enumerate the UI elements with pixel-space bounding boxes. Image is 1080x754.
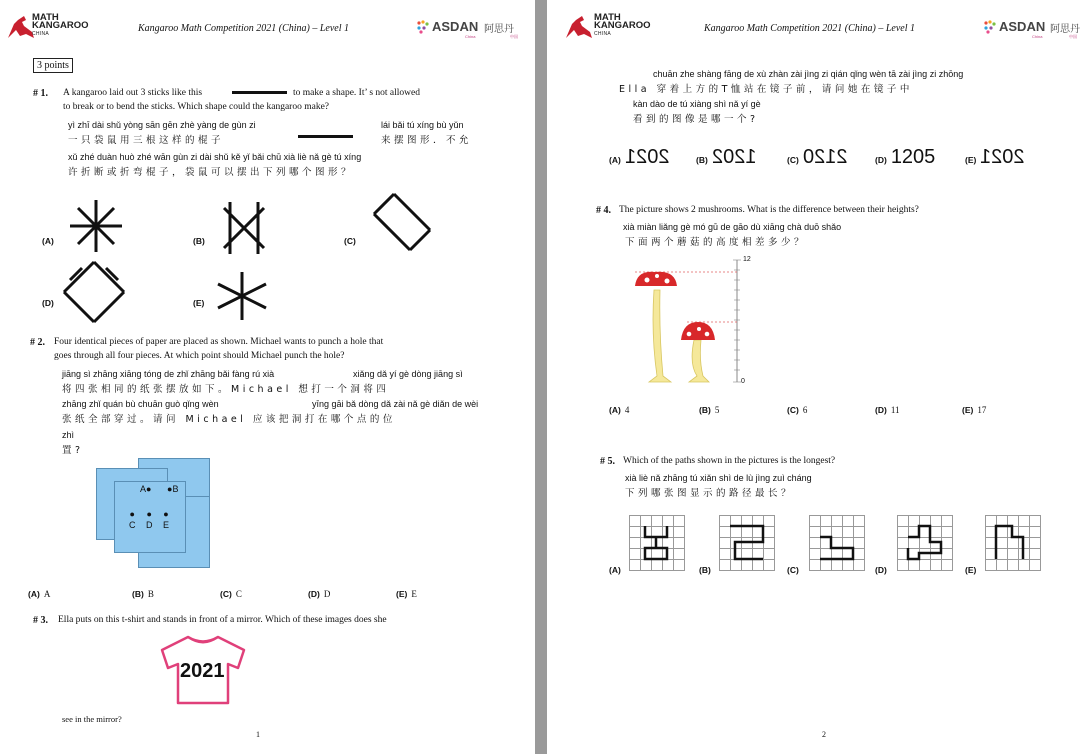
q1-pinyin-1a: yì zhī dài shǔ yòng sān gēn zhè yàng de gùn zi	[68, 120, 256, 130]
ruler-label-bottom: 0	[741, 378, 745, 385]
q5-text-line1: Which of the paths shown in the pictures is the longest?	[623, 456, 836, 466]
point-a: A●	[140, 484, 152, 494]
q4-option-a: (A) 4	[609, 405, 630, 415]
q2-pinyin-1a: jiāng sì zhāng xiāng tóng de zhǐ zhāng bǎi fàng rú xià	[62, 369, 275, 379]
q2-pinyin-2a: zhāng zhǐ quán bù chuān guò qǐng wèn	[62, 399, 219, 409]
q1-text-line2: to break or to bend the sticks. Which shape could the kangaroo make?	[63, 102, 330, 112]
math-kangaroo-logo: MATH KANGAROO CHINA	[594, 12, 651, 37]
page-number: 1	[256, 730, 260, 739]
option-b-crossed-shape	[222, 200, 266, 256]
option-d-diamond-shape	[62, 260, 126, 324]
q5-option-b: (B)	[699, 565, 711, 575]
kangaroo-logo-icon	[564, 14, 594, 40]
option-b-label: (B)	[193, 236, 205, 246]
path-grid-e	[985, 515, 1041, 571]
option-a-label: (A)	[42, 236, 54, 246]
q1-hanzi-1a: 一只袋鼠用三根这样的棍子	[68, 135, 225, 146]
asdan-logo-cn: 阿思丹	[1050, 24, 1080, 35]
question-number: # 1.	[33, 88, 48, 99]
tshirt-text: 2021	[180, 660, 225, 682]
path-grid-a	[629, 515, 685, 571]
q5-hanzi-1: 下列哪张图显示的路径最长？	[625, 488, 795, 499]
page-gutter	[535, 0, 547, 754]
q4-option-d: (D) 11	[875, 405, 900, 415]
question-number: # 3.	[33, 615, 48, 626]
q4-option-e: (E) 17	[962, 405, 987, 415]
option-c-label: (C)	[344, 236, 356, 246]
q3-text-line1: Ella puts on this t-shirt and stands in front of a mirror. Which of these images does she	[58, 615, 387, 625]
stick-icon	[298, 135, 353, 138]
option-c-square-shape	[370, 190, 434, 254]
q3-pinyin-1: chuān zhe shàng fāng de xù zhàn zài jìng zi qián qǐng wèn tā zài jìng zi zhōng	[653, 69, 964, 79]
q3-option-b: (B) 1202	[696, 146, 757, 168]
point-c: ● C	[129, 509, 136, 530]
q2-option-d: (D) D	[308, 589, 331, 599]
option-d-label: (D)	[42, 298, 54, 308]
q2-pinyin-3: zhì	[62, 430, 75, 440]
q3-option-a: (A) 2021	[609, 146, 670, 168]
q2-option-a: (A) A	[28, 589, 51, 599]
q2-option-e: (E) E	[396, 589, 417, 599]
asdan-logo-sub: 中国	[1069, 34, 1077, 39]
document-page-2	[547, 0, 1080, 754]
points-label: 3 points	[33, 58, 73, 73]
point-e: ● E	[163, 509, 170, 530]
q1-text-line1b: to make a shape. It’ s not allowed	[293, 88, 420, 98]
q5-pinyin-1: xià liè nǎ zhāng tú xiǎn shì de lù jìng zuì cháng	[625, 473, 812, 483]
q2-text-line2: goes through all four pieces. At which point should Michael punch the hole?	[54, 351, 345, 361]
question-number: # 5.	[600, 456, 615, 467]
page-number: 2	[822, 730, 826, 739]
q1-pinyin-2: xǔ zhé duàn huò zhé wān gùn zi dài shǔ kě yǐ bǎi chū xià liè nǎ gè tú xíng	[68, 152, 362, 162]
q3-hanzi-1: Ella 穿着上方的T恤站在镜子前，请问她在镜子中	[619, 84, 913, 95]
asdan-logo-sub: 中国	[510, 34, 518, 39]
asdan-logo-icon	[983, 20, 997, 34]
q2-hanzi-3: 置?	[62, 445, 84, 456]
option-e-label: (E)	[193, 298, 205, 308]
mushroom-ruler-figure	[627, 254, 787, 388]
q4-option-c: (C) 6	[787, 405, 808, 415]
q1-pinyin-1b: lái bǎi tú xíng bù yǔn	[381, 120, 464, 130]
point-b: ●B	[167, 484, 179, 494]
math-kangaroo-logo: MATH KANGAROO CHINA	[32, 12, 89, 37]
q4-option-b: (B) 5	[699, 405, 720, 415]
q4-pinyin-1: xià miàn liǎng gè mó gū de gāo dù xiāng chà duō shǎo	[623, 222, 842, 232]
q3-option-e: (E) 2021	[965, 146, 1025, 168]
q1-text-line1a: A kangaroo laid out 3 sticks like this	[63, 88, 203, 98]
stick-icon	[232, 91, 287, 94]
option-e-star-shape	[214, 270, 270, 322]
question-number: # 2.	[30, 337, 45, 348]
header-title: Kangaroo Math Competition 2021 (China) – Level 1	[138, 23, 350, 34]
q2-pinyin-1b: xiǎng dǎ yí gè dòng jiāng sì	[353, 369, 463, 379]
q3-option-c: (C) 2120	[787, 146, 848, 168]
q3-option-d: (D) 1205	[875, 146, 936, 168]
q5-option-e: (E)	[965, 565, 977, 575]
path-grid-b	[719, 515, 775, 571]
ruler-label-top: 12	[743, 256, 751, 263]
q5-option-c: (C)	[787, 565, 799, 575]
q2-hanzi-1: 将四张相同的纸张摆放如下。Michael 想打一个洞将四	[62, 384, 390, 395]
q2-pinyin-2b: yīng gāi bǎ dòng dǎ zài nǎ gè diǎn de wèi	[312, 399, 479, 409]
path-grid-c	[809, 515, 865, 571]
q4-hanzi-1: 下面两个蘑菇的高度相差多少？	[625, 237, 808, 248]
asdan-logo-text: ASDAN	[432, 19, 479, 34]
question-number: # 4.	[596, 205, 611, 216]
asdan-logo-country: China	[1032, 34, 1043, 39]
option-a-asterisk-shape	[66, 196, 126, 256]
q1-hanzi-1b: 来摆图形．不允	[381, 135, 473, 146]
document-page-1	[0, 0, 535, 754]
header-title: Kangaroo Math Competition 2021 (China) – Level 1	[704, 23, 916, 34]
q3-text-line2: see in the mirror?	[62, 714, 122, 724]
q3-hanzi-2: 看到的图像是哪一个?	[633, 114, 759, 125]
q1-hanzi-2: 许折断或折弯棍子，袋鼠可以摆出下列哪个图形？	[68, 167, 355, 178]
asdan-logo-text: ASDAN	[999, 19, 1046, 34]
q2-option-b: (B) B	[132, 589, 154, 599]
path-grid-d	[897, 515, 953, 571]
q2-option-c: (C) C	[220, 589, 242, 599]
asdan-logo-cn: 阿思丹	[484, 24, 514, 35]
q2-hanzi-2: 张纸全部穿过。请问 Michael 应该把洞打在哪个点的位	[62, 414, 396, 425]
q5-option-d: (D)	[875, 565, 887, 575]
q2-text-line1: Four identical pieces of paper are placed as shown. Michael wants to punch a hole that	[54, 337, 384, 347]
asdan-logo-country: China	[465, 34, 476, 39]
asdan-logo-icon	[416, 20, 430, 34]
q3-pinyin-2: kàn dào de tú xiàng shì nǎ yí gè	[633, 99, 761, 109]
point-d: ● D	[146, 509, 153, 530]
q5-option-a: (A)	[609, 565, 621, 575]
q4-text-line1: The picture shows 2 mushrooms. What is the difference between their heights?	[619, 205, 919, 215]
